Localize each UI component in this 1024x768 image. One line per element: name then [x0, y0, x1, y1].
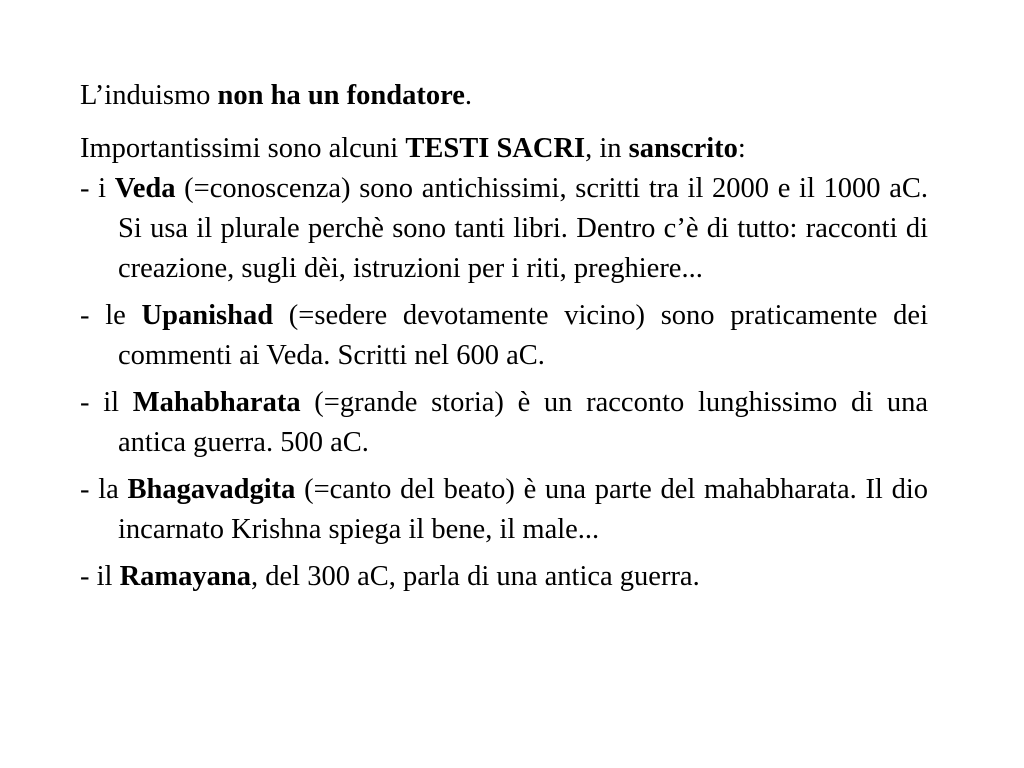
list-item-ramayana: [80, 557, 928, 597]
intro-bold-text: non ha un fondatore: [217, 80, 465, 111]
list-item-text: (=grande storia) è un racconto lunghissimo di una antica guerra. 500 aC.: [118, 387, 929, 458]
sacred-texts-paragraph: [80, 129, 928, 169]
slide-content: [80, 76, 928, 604]
list-item-prefix: - la: [80, 474, 128, 505]
language-bold-text: sanscrito: [628, 133, 738, 164]
list-item-mahabharata: [80, 383, 928, 463]
list-item-term: Mahabharata: [132, 387, 301, 418]
list-item-text: , del 300 aC, parla di una antica guerra.: [251, 561, 700, 592]
list-item-veda: [80, 169, 928, 289]
list-item-upanishad: [80, 296, 928, 376]
list-item-text: (=canto del beato) è una parte del mahabharata. Il dio incarnato Krishna spiega il bene, il male...: [118, 474, 928, 545]
intro-end-text: .: [464, 80, 472, 111]
list-item-term: Ramayana: [119, 561, 252, 592]
list-item-prefix: - il: [80, 387, 133, 418]
sacred-bold-text: TESTI SACRI: [405, 133, 586, 164]
list-item-prefix: - le: [80, 300, 142, 331]
list-item-prefix: - il: [80, 561, 120, 592]
sacred-middle-text: , in: [585, 133, 629, 164]
list-item-term: Bhagavadgita: [127, 474, 296, 505]
intro-text: L’induismo: [80, 80, 218, 111]
intro-paragraph: [80, 76, 928, 116]
list-item-text: (=sedere devotamente vicino) sono praticamente dei commenti ai Veda. Scritti nel 600 aC.: [118, 300, 928, 371]
sacred-end-text: :: [737, 133, 746, 164]
sacred-text: Importantissimi sono alcuni: [80, 133, 406, 164]
list-item-text: (=conoscenza) sono antichissimi, scritti tra il 2000 e il 1000 aC. Si usa il plurale perchè sono tanti libri. Dentro c’è di tutto: racconti di creazione, sugli dèi, istruzioni per i riti, preghiere...: [118, 173, 928, 284]
list-item-bhagavadgita: [80, 470, 928, 550]
list-item-term: Upanishad: [141, 300, 274, 331]
list-item-prefix: - i: [80, 173, 115, 204]
list-item-term: Veda: [114, 173, 176, 204]
